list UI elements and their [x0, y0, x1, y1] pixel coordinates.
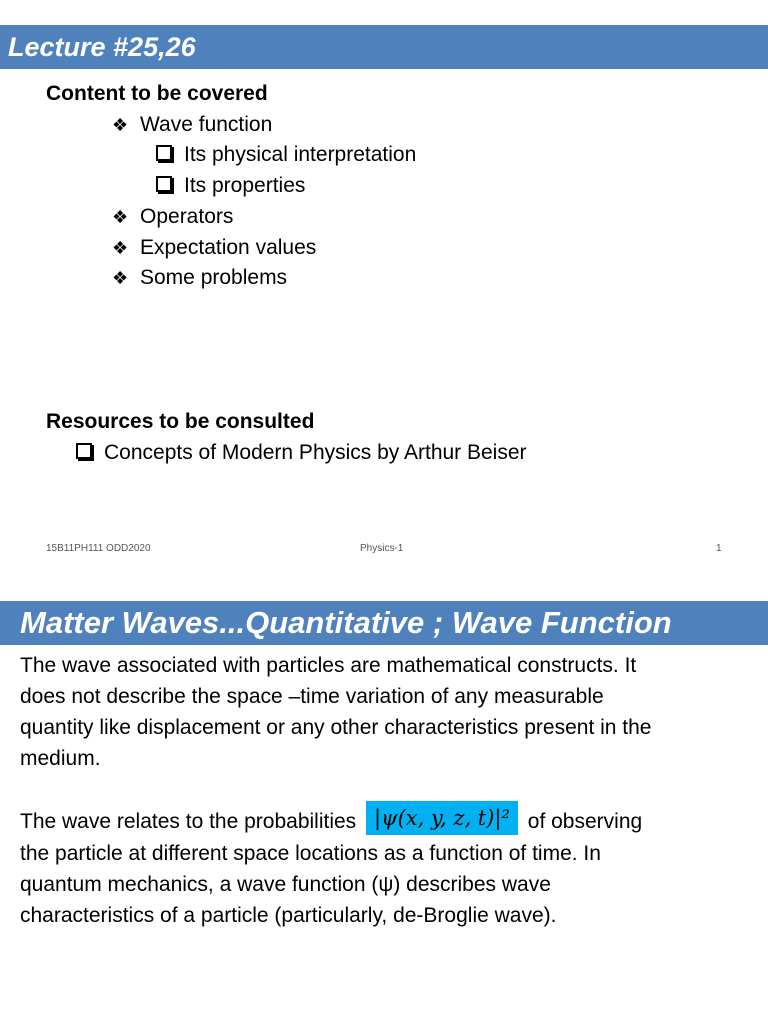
diamond-bullet-icon: ❖ — [112, 238, 129, 258]
paragraph-line: The wave relates to the probabilities |ψ(x, y, z, t)|² of observing — [20, 804, 750, 838]
slide2-title-bar — [0, 601, 768, 645]
list-item-physical-interpretation: Its physical interpretation — [156, 141, 416, 169]
checkbox-bullet-icon — [156, 176, 172, 192]
list-item-properties: Its properties — [156, 172, 305, 200]
paragraph-line: the particle at different space locations as a function of time. In — [20, 842, 601, 865]
paragraph-1 — [20, 650, 750, 774]
paragraph-line: The wave associated with particles are mathematical constructs. It — [20, 654, 637, 677]
footer-course-name: Physics-1 — [360, 543, 404, 554]
list-item-expectation-values: ❖ Expectation values — [112, 234, 316, 262]
checkbox-bullet-icon — [76, 443, 92, 459]
list-item-operators: ❖ Operators — [112, 203, 233, 231]
footer-page-number: 1 — [716, 543, 722, 554]
paragraph-line: characteristics of a particle (particularly, de-Broglie wave). — [20, 904, 557, 927]
list-item-some-problems: ❖ Some problems — [112, 264, 287, 292]
resources-heading: Resources to be consulted — [46, 410, 315, 433]
paragraph-line: quantity like displacement or any other characteristics present in the — [20, 716, 652, 739]
checkbox-bullet-icon — [156, 145, 172, 161]
wave-function-formula: |ψ(x, y, z, t)|² — [366, 801, 518, 835]
footer-course-code: 15B11PH111 ODD2020 — [46, 543, 151, 554]
content-heading: Content to be covered — [46, 82, 268, 105]
resource-item: Concepts of Modern Physics by Arthur Beiser — [76, 439, 527, 467]
paragraph-line: medium. — [20, 747, 101, 770]
paragraph-2 — [20, 804, 750, 931]
slide2-title: Matter Waves...Quantitative ; Wave Function — [20, 605, 672, 640]
list-item-wave-function: ❖ Wave function — [112, 111, 272, 139]
slide1-title: Lecture #25,26 — [8, 32, 196, 62]
paragraph-line: does not describe the space –time variation of any measurable — [20, 685, 604, 708]
diamond-bullet-icon: ❖ — [112, 207, 129, 227]
diamond-bullet-icon: ❖ — [112, 115, 129, 135]
paragraph-line: quantum mechanics, a wave function (ψ) describes wave — [20, 873, 551, 896]
diamond-bullet-icon: ❖ — [112, 268, 129, 288]
slide1-title-bar — [0, 25, 768, 69]
